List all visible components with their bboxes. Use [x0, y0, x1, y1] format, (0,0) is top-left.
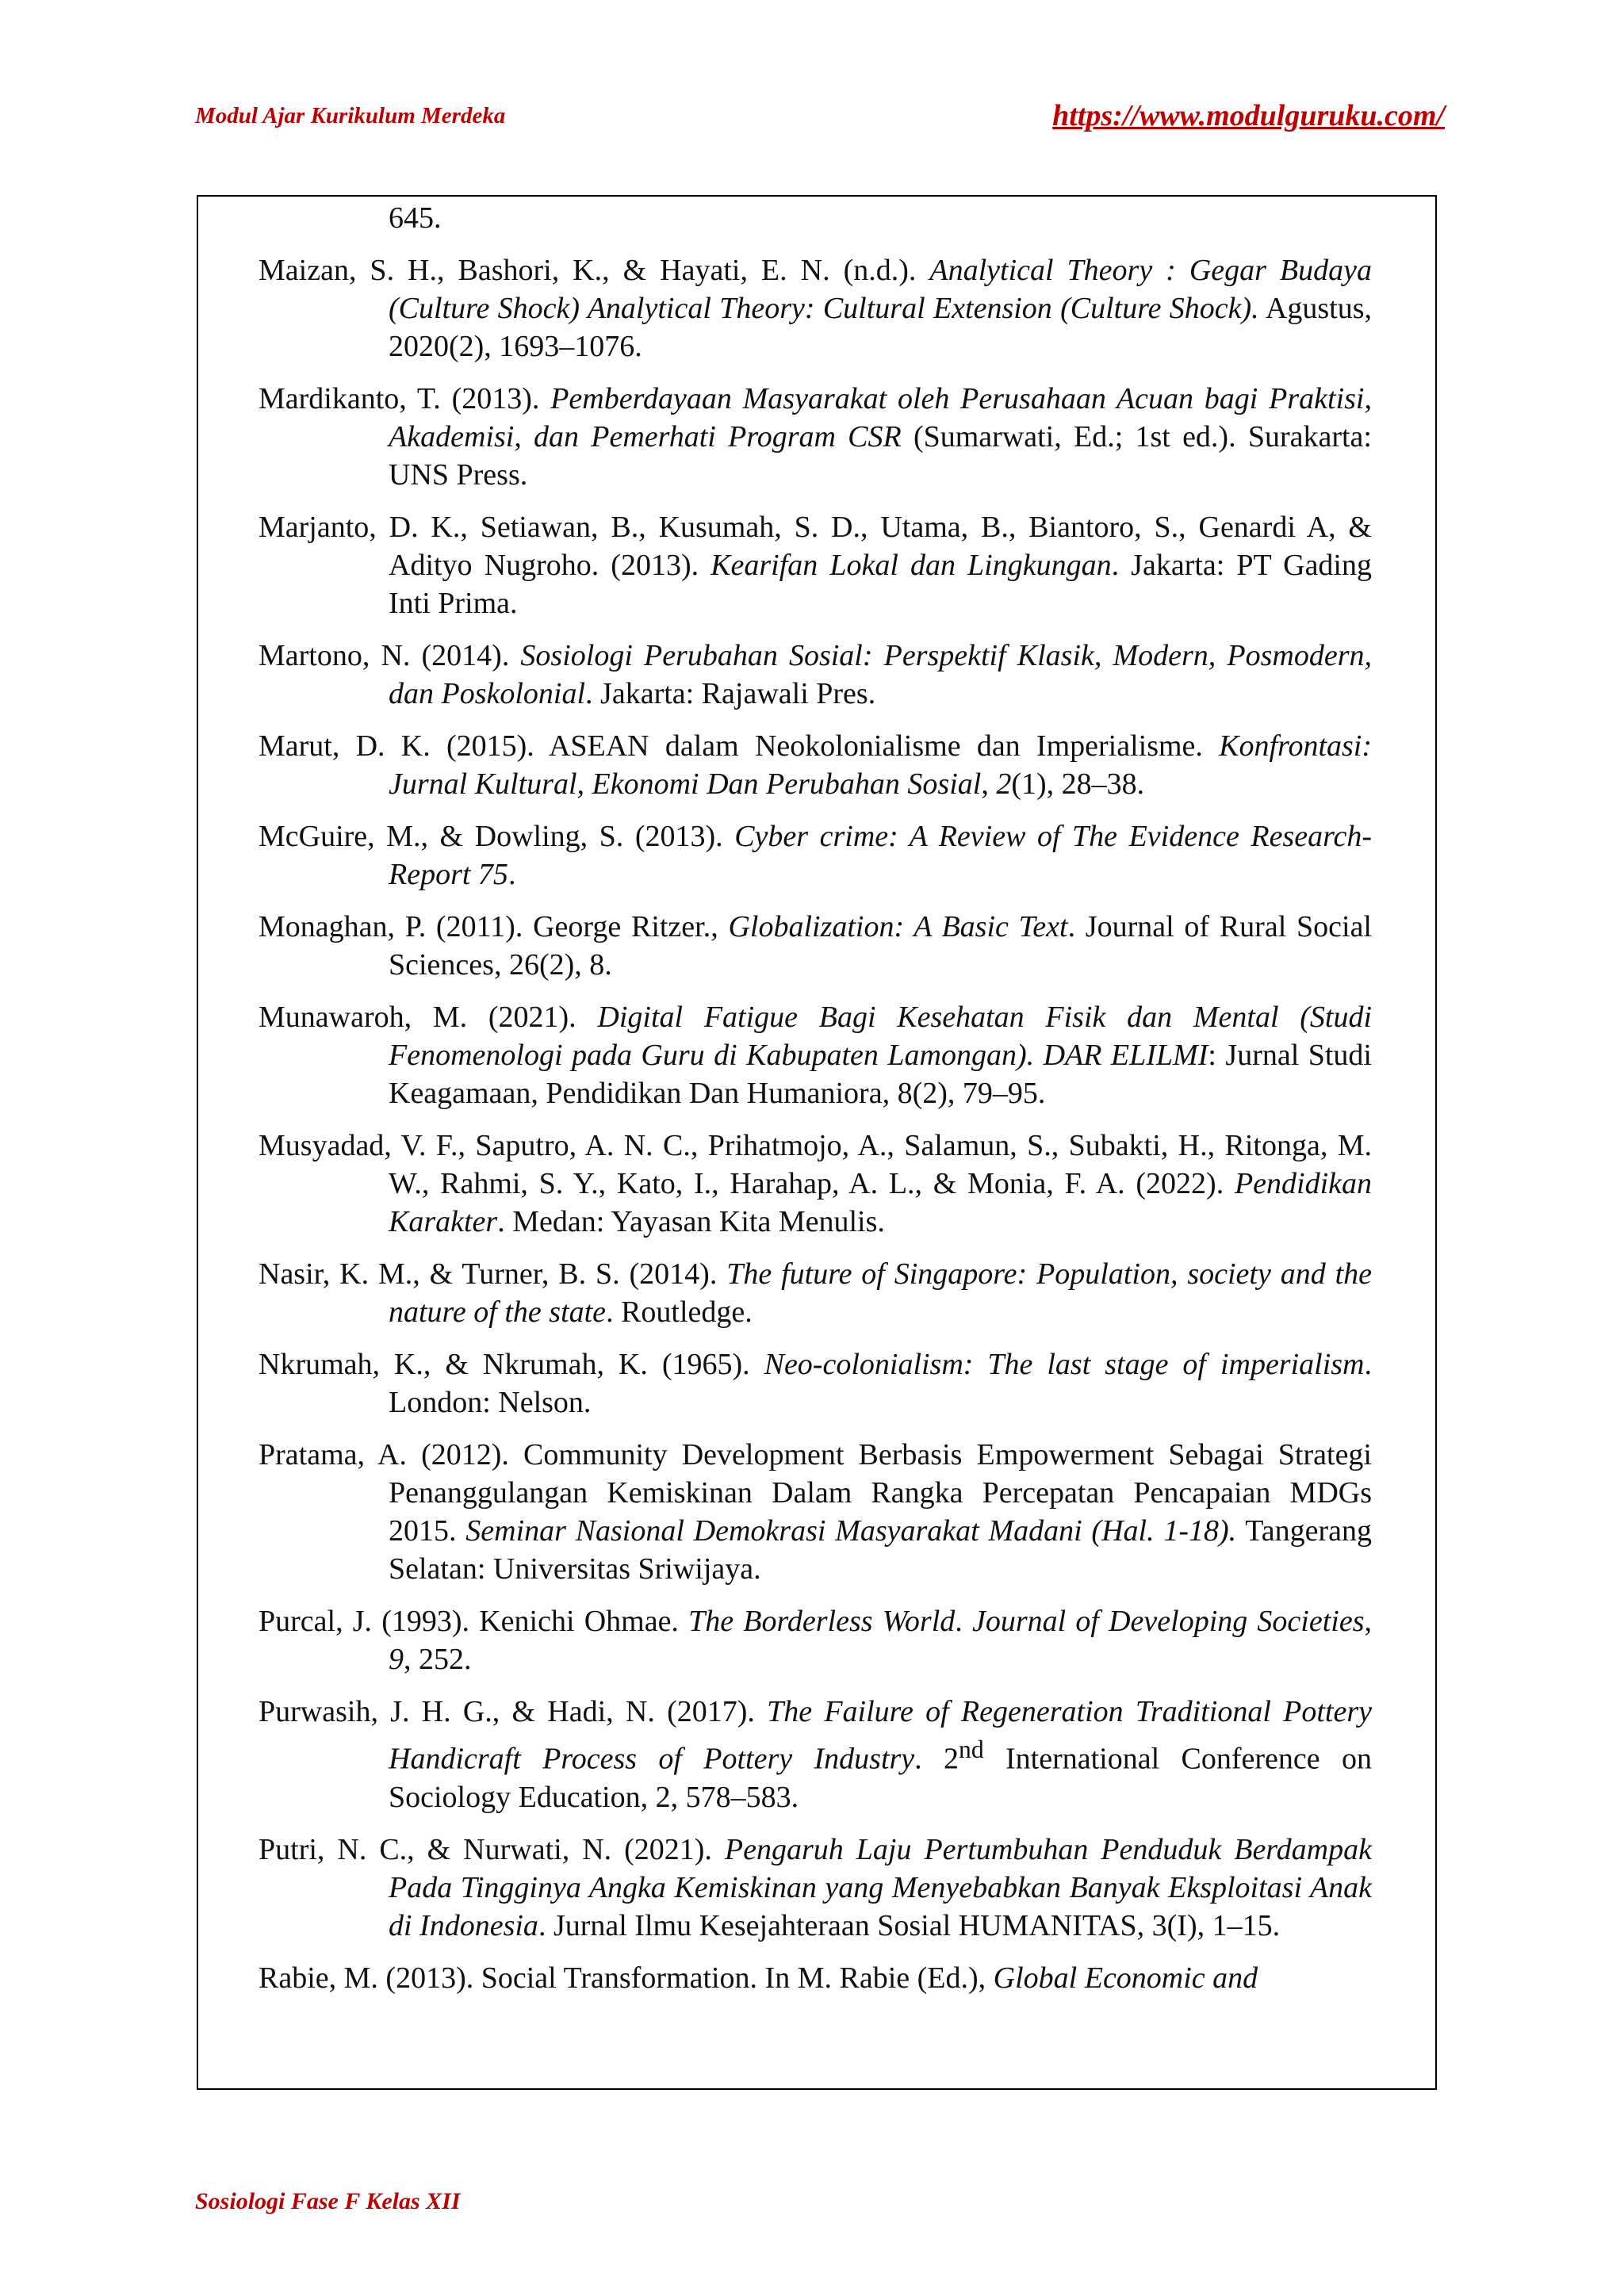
- reference-list: [259, 197, 1372, 2011]
- reference-entry: Nasir, K. M., & Turner, B. S. (2014). The future of Singapore: Population, society and the nature of the state. Routledge.: [259, 1257, 1372, 1329]
- reference-entry: Munawaroh, M. (2021). Digital Fatigue Bagi Kesehatan Fisik dan Mental (Studi Fenomenologi pada Guru di Kabupaten Lamongan). DAR ELILMI: Jurnal Studi Keagamaan, Pendidikan Dan Humaniora, 8(2), 79–95.: [259, 1001, 1372, 1110]
- reference-box: [197, 195, 1437, 2090]
- reference-entry: Nkrumah, K., & Nkrumah, K. (1965). Neo-colonialism: The last stage of imperialism. London: Nelson.: [259, 1348, 1373, 1419]
- reference-entry: Marut, D. K. (2015). ASEAN dalam Neokolonialisme dan Imperialisme. Konfrontasi: Jurnal Kultural, Ekonomi Dan Perubahan Sosial, 2(1), 28–38.: [259, 729, 1372, 801]
- reference-continuation: 645.: [389, 201, 442, 235]
- reference-entry: Musyadad, V. F., Saputro, A. N. C., Prihatmojo, A., Salamun, S., Subakti, H., Ritonga, M. W., Rahmi, S. Y., Kato, I., Harahap, A. L., & Monia, F. A. (2022). Pendidikan Karakter. Medan: Yayasan Kita Menulis.: [259, 1129, 1372, 1238]
- header-website-link[interactable]: https://www.modulguruku.com/: [1052, 99, 1445, 132]
- reference-entry: Rabie, M. (2013). Social Transformation. In M. Rabie (Ed.), Global Economic and: [259, 1961, 1258, 1995]
- header-module-title: Modul Ajar Kurikulum Merdeka: [195, 103, 506, 128]
- reference-entry: Purwasih, J. H. G., & Hadi, N. (2017). The Failure of Regeneration Traditional Pottery Handicraft Process of Pottery Industry. 2nd International Conference on Sociology Education, 2, 578–583.: [259, 1695, 1372, 1814]
- reference-entry: Mardikanto, T. (2013). Pemberdayaan Masyarakat oleh Perusahaan Acuan bagi Praktisi, Akademisi, dan Pemerhati Program CSR (Sumarwati, Ed.; 1st ed.). Surakarta: UNS Press.: [259, 382, 1372, 492]
- reference-entry: Putri, N. C., & Nurwati, N. (2021). Pengaruh Laju Pertumbuhan Penduduk Berdampak Pada Tingginya Angka Kemiskinan yang Menyebabkan Banyak Eksploitasi Anak di Indonesia. Jurnal Ilmu Kesejahteraan Sosial HUMANITAS, 3(I), 1–15.: [259, 1832, 1372, 1942]
- reference-entry: Purcal, J. (1993). Kenichi Ohmae. The Borderless World. Journal of Developing Societies, 9, 252.: [259, 1605, 1372, 1676]
- reference-entry: McGuire, M., & Dowling, S. (2013). Cyber crime: A Review of The Evidence Research-Report 75.: [259, 820, 1372, 891]
- reference-entry: Monaghan, P. (2011). George Ritzer., Globalization: A Basic Text. Journal of Rural Social Sciences, 26(2), 8.: [259, 910, 1372, 982]
- reference-entry: Martono, N. (2014). Sosiologi Perubahan Sosial: Perspektif Klasik, Modern, Posmodern, dan Poskolonial. Jakarta: Rajawali Pres.: [259, 639, 1372, 710]
- reference-entry: Marjanto, D. K., Setiawan, B., Kusumah, S. D., Utama, B., Biantoro, S., Genardi A, & Adityo Nugroho. (2013). Kearifan Lokal dan Lingkungan. Jakarta: PT Gading Inti Prima.: [259, 511, 1372, 620]
- reference-entry: Pratama, A. (2012). Community Development Berbasis Empowerment Sebagai Strategi Penanggulangan Kemiskinan Dalam Rangka Percepatan Pencapaian MDGs 2015. Seminar Nasional Demokrasi Masyarakat Madani (Hal. 1-18). Tangerang Selatan: Universitas Sriwijaya.: [259, 1438, 1373, 1586]
- reference-entry: Maizan, S. H., Bashori, K., & Hayati, E. N. (n.d.). Analytical Theory : Gegar Budaya (Culture Shock) Analytical Theory: Cultural Extension (Culture Shock). Agustus, 2020(2), 1693–1076.: [259, 254, 1372, 363]
- footer-subject-label: Sosiologi Fase F Kelas XII: [195, 2188, 461, 2214]
